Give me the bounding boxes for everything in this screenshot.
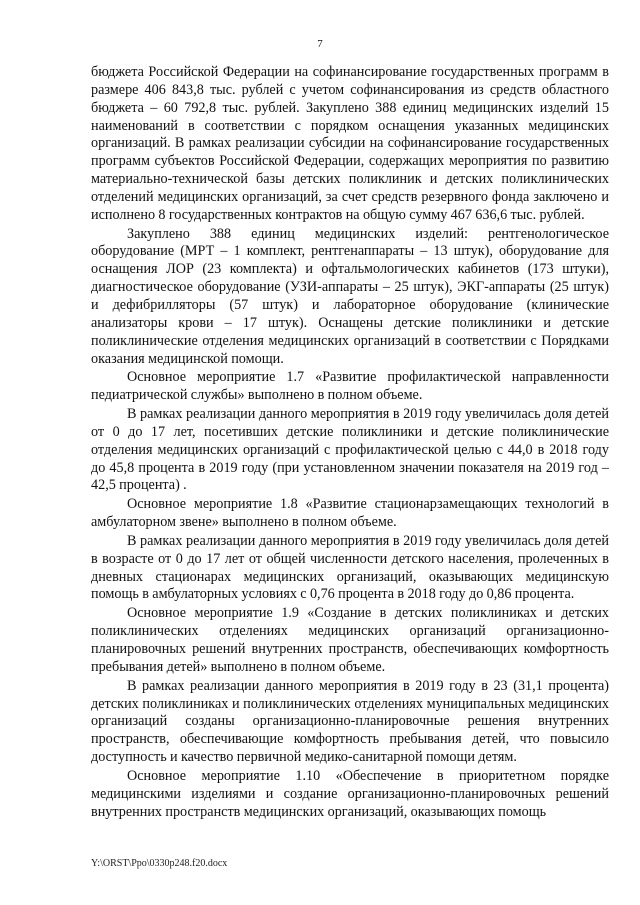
paragraph: В рамках реализации данного мероприятия в 2019 году в 23 (31,1 процента) детских поликлиниках и поликлинических отделениях муниципальных медицинских организаций созданы организационно-планировочные решения внутренних пространств, обеспечивающие комфортность пребывания детей, что повысило доступность и качество первичной медико-санитарной помощи детям. [91, 677, 609, 766]
paragraph: Основное мероприятие 1.8 «Развитие стационарзамещающих технологий в амбулаторном звене» выполнено в полном объеме. [91, 496, 609, 531]
paragraph: Основное мероприятие 1.10 «Обеспечение в приоритетном порядке медицинскими изделиями и создание организационно-планировочных решений внутренних пространств медицинских организаций, оказывающих помощь [91, 767, 609, 820]
footer-file-path: Y:\ORST\Ppo\0330p248.f20.docx [91, 858, 228, 869]
paragraph-continued: бюджета Российской Федерации на софинансирование государственных программ в размере 406 843,8 тыс. рублей с учетом софинансирования из средств областного бюджета – 60 792,8 тыс. рублей. Закуплено 388 единиц медицинских изделий 15 наименований в соответствии с порядком оснащения указанных медицинских организаций. В рамках реализации субсидии на софинансирование государственных программ субъектов Российской Федерации, содержащих мероприятия по развитию материально-технической базы детских поликлиник и детских поликлинических отделений медицинских организаций, за счет средств резервного фонда заключено и исполнено 8 государственных контрактов на общую сумму 467 636,6 тыс. рублей. [91, 64, 609, 223]
paragraph: Закуплено 388 единиц медицинских изделий: рентгенологическое оборудование (МРТ – 1 комплект, рентгенаппараты – 13 штук), оборудование для оснащения ЛОР (23 комплекта) и офтальмологических кабинетов (173 штуки), диагностическое оборудование (УЗИ-аппараты – 25 штук), ЭКГ-аппараты (25 штук) и дефибрилляторы (57 штук) и лабораторное оборудование (клинические анализаторы крови – 17 штук). Оснащены детские поликлиники и детские поликлинические отделения медицинских организаций в соответствии с Порядками оказания медицинской помощи. [91, 225, 609, 367]
document-body [91, 64, 609, 821]
paragraph: В рамках реализации данного мероприятия в 2019 году увеличилась доля детей в возрасте от 0 до 17 лет от общей численности детского населения, пролеченных в дневных стационарах медицинских организаций, оказывающих медицинскую помощь в амбулаторных условиях с 0,76 процента в 2018 году до 0,86 процента. [91, 532, 609, 603]
paragraph: Основное мероприятие 1.7 «Развитие профилактической направленности педиатрической службы» выполнено в полном объеме. [91, 369, 609, 404]
paragraph: Основное мероприятие 1.9 «Создание в детских поликлиниках и детских поликлинических отделениях медицинских организаций организационно-планировочных решений внутренних пространств, обеспечивающих комфортность пребывания детей» выполнено в полном объеме. [91, 605, 609, 675]
page-number: 7 [317, 38, 323, 50]
paragraph: В рамках реализации данного мероприятия в 2019 году увеличилась доля детей от 0 до 17 лет, посетивших детские поликлиники и детские поликлинические отделения медицинских организаций с профилактической целью с 44,0 в 2018 году до 45,8 процента в 2019 году (при установленном значении показателя на 2019 год – 42,5 процента) . [91, 406, 609, 494]
